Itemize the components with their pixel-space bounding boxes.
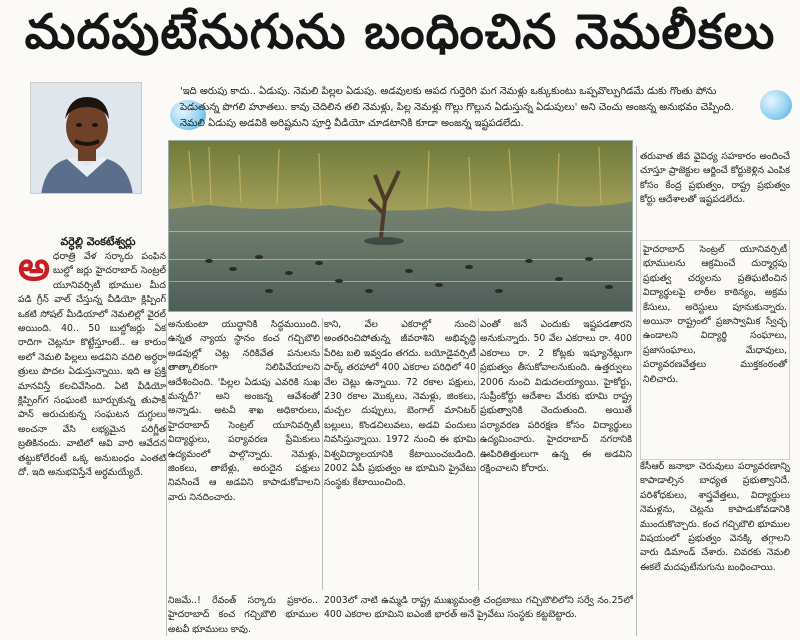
column-3: కాని, వేల ఎకరాల్లో నుంచి అంతరించిపోతున్న జీవరాశిని అభివృద్ధి పేరిట బలి ఇవ్వడం తగదు. బయోడైవర్సిటీ పార్క్ తరహాలో 400 ఎకరాల పరిధిలో 40 వేల చెట్లు ఉన్నాయి. 72 రకాల పక్షులు, 230 రకాల మొక్కలు, నెమళ్లు, జింకలు, మచ్చల దుప్పులు, బెంగాల్ మానిటర్ బల్లులు, కొండచిలువలు, అడవి పందులు నివసిస్తున్నాయి. 1972 నుంచి ఈ భూమి విశ్వవిద్యాలయానికి కేటాయించబడింది. 2002 ఏపీ ప్రభుత్వం ఆ భూమిని ప్రైవేటు సంస్థకు కేటాయించింది. bbox=[324, 319, 476, 489]
column-1-text: ధరాత్రి వేళ సర్కారు పంపిన బుల్డో జర్లు హైదరాబాద్ సెంట్రల్ యూనివర్సిటీ భూముల మీద పడి గ్రీన్ వాల్ చేస్తున్న వీడియో క్లిప్పింగ్ ఒకటి సోషల్ మీడియాలో నెమలిల్లో వైరల్ అయింది. 40.. 50 బుల్డోజర్లు ఏక రాదిగా చెట్లనూ కొట్టేస్తూంటే.. ఆ కారుం అలో నెమలి పిల్లలు అడవిని వదిలి అర్ధరా త్రులు పొదల ఏడుస్తున్నాయి. ఇది ఆ ప్రక్తి మానవిస్తే కలచివేసింది. ఏటి వీడియో క్లిప్పింగ్‌గ సంఘంటి బూర్చుకున్న తుపాకీ పాన్ అరుచుకున్న సంఘటన దుగ్ధులు అంచనా వేసి లభ్యమైన పరిగ్ణీత బ్రతికినందు. వాటిలో ఆవి వారి ఆవేదన తట్టుకోలేరంటే ఒక్క అనుబంధం ఎంతటి దో. ఇది అనుభవిస్తేనే అర్ధమయ్యేదే. bbox=[18, 251, 166, 479]
bubble-icon bbox=[760, 90, 792, 120]
bottom-right-text: 2003లో నాటి ఉమ్మడి రాష్ట్ర ముఖ్యమంత్రి చంద్రబాబు గచ్చిబౌలిలోని సర్వే నం.25లో 400 ఎకరాల భూమిని ఐఎంజీ భారత్ అనే ప్రైవేటు సంస్థకు కట్టబెట్టారు. bbox=[324, 595, 633, 621]
sidebar-box: హైదరాబాద్ సెంట్రల్ యూనివర్సిటీ భూములను ఆక్రమించే దుర్మార్గపు ప్రభుత్వ చర్యలను ప్రతిఘటించిన విద్యార్థులపై లాఠీల కాఠిన్యం, అక్రమ కేసులు, అరెస్టులు పూనుకున్నారు. అయినా రాష్ట్రంలో ప్రజాస్వామిక స్వేచ్ఛ ఉండాలని విద్యార్థి సంఘాలు, ప్రజాసంఘాలు, మేధావులు, పర్యావరణవేత్తలు ముక్తకంఠంతో నిలిచారు. bbox=[640, 240, 790, 460]
dropcap: అ bbox=[18, 250, 50, 290]
author-photo bbox=[30, 82, 142, 194]
column-1 bbox=[18, 250, 166, 635]
column-4: ఎంతో జనే ఎందుకు ఇష్టపడతారని అనుకున్నారు. 50 వేల ఎకరాలు రా. 400 ఎకరాలు రా. 2 కోట్లకు ఇష్యూనేట్లుగా ప్రభుత్వం తీసుకోవాలనుకుంది. ఉత్తర్వులు 2006 నుంచి విడుదలయ్యాయి. హైకోర్టు, సుప్రీంకోర్టు ఆదేశాల మేరకు భూమి రాష్ట్ర ప్రభుత్వానికి చెందుతుంది. అయితే పర్యావరణ పరిరక్షణ కోసం విద్యార్థులు ఉద్యమించారు. హైదరాబాద్ నగరానికి ఊపిరితిత్తులుగా ఉన్న ఈ అడవిని రక్షించాలని కోరారు. bbox=[480, 319, 632, 475]
column-2: అనుకుంటా యుద్ధానికి సిద్ధమయింది. ఉన్నత న్యాయ స్థానం కంచ గచ్చిబౌలి అడవుల్లో చెట్ల నరికివేత పనులను తాత్కాలికంగా నిలిపివేయాలని ఆదేశించింది. 'పిల్లల ఏడుపు ఎవరికి సుఖ మన్నదీ?' అని అంజన్న ఆవేశంతో అన్నాడు. అటవీ శాఖ అధికారులు, హైదరాబాద్ సెంట్రల్ యూనివర్సిటీ విద్యార్థులు, పర్యావరణ ప్రేమికులు ఉద్యమంలో పాల్గొన్నారు. నెమళ్లు, జింకలు, తాబేళ్లు, అరుదైన పక్షులు నివసించే ఆ అడవిని కాపాడుకోవాలని వారు నినదించారు. bbox=[168, 319, 320, 503]
author-name: వర్ధెల్లి వెంకటేశ్వర్లు bbox=[60, 235, 136, 248]
column-5-bottom: కేసీఆర్ జనాభా చెరువులు పర్యావరణాన్ని కాపాడాల్సిన బాధ్యత ప్రభుత్వానిదే. పరిశోధకులు, శాస్త్రవేత్తలు, విద్యార్థులు నెమళ్లను, చెట్లను కాపాడుకోవడానికి ముందుకొచ్చారు. కంచ గచ్చిబౌలి భూముల విషయంలో ప్రభుత్వం వెనక్కి తగ్గాలని వారు డిమాండ్ చేశారు. చివరకు నెమలి ఈకలే మదపుటేనుగును బంధించాయి. bbox=[640, 461, 790, 573]
headline: మదపుటేనుగును బంధించిన నెమలీకలు bbox=[24, 4, 776, 60]
bottom-left-text: నిజమే..! రేవంత్ సర్కారు ప్రకారం.. హైదరాబాద్ కంచ గచ్చిబౌలి భూముల అటవీ భూములు కావు. bbox=[168, 595, 318, 635]
column-5-top: తరువాత జీవ వైవిధ్య సహకారం అందించే చూస్తూ ప్రాజెక్టుల ఆర్జించే కోర్టుకెళ్లిన ఎంపిక కోసం కేంద్ర ప్రభుత్వం, రాష్ట్ర ప్రభుత్వం కోర్టు ఆదేశాలతో ఇష్టపడలేదు. bbox=[640, 151, 790, 206]
bottom-strip bbox=[168, 594, 633, 638]
pull-quote: 'ఇది అరుపు కాదు.. ఏడుపు. నెమలి పిల్లల ఏడుపు. అడవులకు ఆపద గుర్తెరిగి మగ నెమళ్లు ఒక్కుకుంటు ఒప్పవొల్పుగిడమే డుకు గొంతు పోను పెడుతున్న పొగలి హూతలు. కావు చెదిలిన తలి నెమళ్లు, పిల్ల నెమళ్లు గొల్లు గొల్లున ఏడుస్తున్న ఏడుపులు' అని చెంచు అంజన్న అనుభవం చెప్పింది. నెమలి ఏడుపు అడవికి అరిష్టమని పూర్తి వీడియో చూడటానికి కూడా అంజన్న ఇష్టపడలేదు. bbox=[180, 86, 735, 129]
lake-photo bbox=[168, 140, 633, 312]
